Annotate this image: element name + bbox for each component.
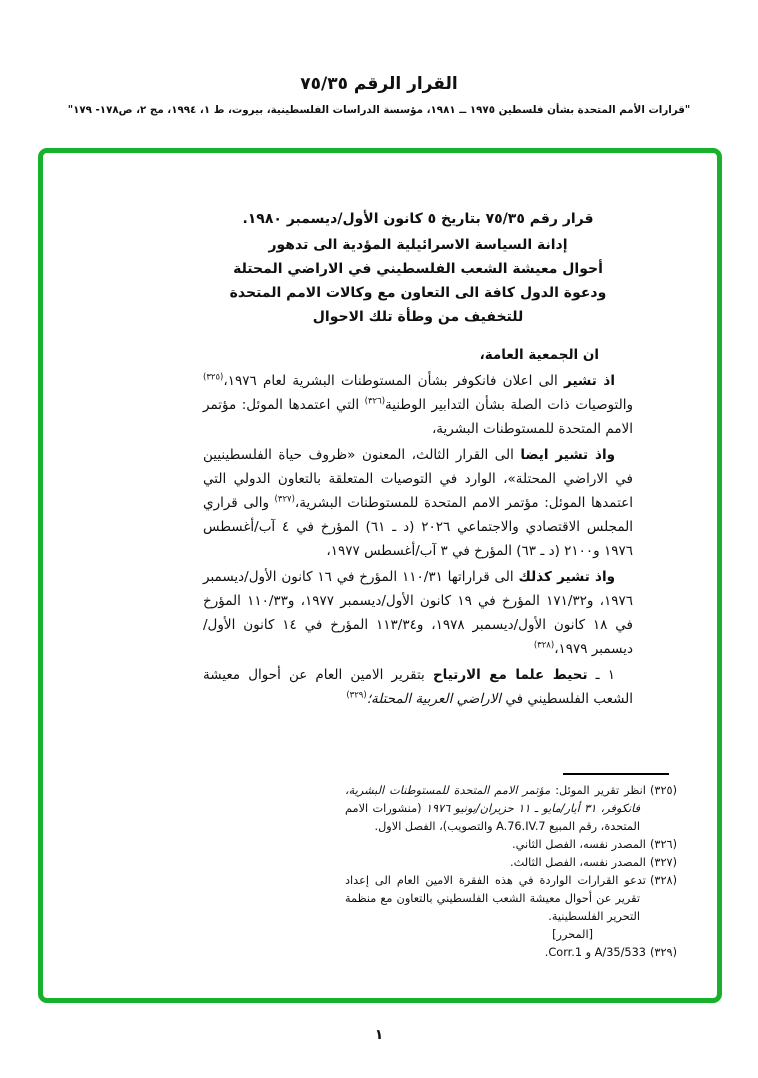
text-segment: بتقرير الامين العام عن أحوال معيشة الشعب الفلسطيني في — [203, 667, 633, 707]
page-number: ١ — [374, 1027, 384, 1043]
body-paragraph — [203, 565, 633, 661]
text-segment: A/35/533 و Corr.1. — [544, 946, 646, 959]
resolution-title-line: للتخفيف من وطأة تلك الاحوال — [312, 309, 524, 325]
resolution-frame — [38, 148, 722, 1003]
footnote-number: (٣٢٦) — [649, 838, 677, 851]
footnote-item — [345, 782, 677, 836]
footnote-item — [345, 854, 677, 872]
page-title: القرار الرقم ٧٥/٣٥ — [300, 74, 458, 94]
text-segment: (منشورات الامم المتحدة، رقم المبيع A.76.IV.7 والتصويب)، الفصل الاول. — [345, 802, 640, 833]
text-segment: الى قراراتها ١١٠/٣١ المؤرخ في ١٦ كانون الأول/ديسمبر ١٩٧٦، و١٧١/٣٢ المؤرخ في ١٩ كانون الأول/ديسمبر ١٩٧٧، و١١٠/٣٣ المؤرخ في ١٨ كانون الأول/ديسمبر ١٩٧٨، و١١٣/٣٤ المؤرخ في ١٤ كانون الأول/ديسمبر ١٩٧٩، — [203, 569, 634, 657]
footnote-item — [345, 836, 677, 854]
text-segment: انظر تقرير الموئل: — [550, 784, 646, 797]
text-segment: التي اعتمدها الموئل: مؤتمر الامم المتحدة للمستوطنات البشرية، — [203, 397, 633, 437]
text-segment: (٣٢٩) — [346, 690, 367, 701]
text-segment: تدعو القرارات الواردة في هذه الفقرة الامين العام الى إعداد تقرير عن أحوال معيشة الشعب الفلسطيني بالتعاون مع منظمة التحرير الفلسطينية. — [345, 874, 646, 923]
text-segment: واذ تشير كذلك — [518, 569, 615, 585]
body-paragraph — [203, 443, 633, 563]
text-segment: تحيط علما مع الارتياح — [432, 667, 588, 683]
text-segment: (٣٢٥) — [203, 372, 224, 383]
footnote-number: (٣٢٨) — [649, 874, 677, 887]
paragraphs — [203, 369, 633, 711]
text-segment: الى اعلان فانكوفر بشأن المستوطنات البشرية لعام ١٩٧٦، — [223, 373, 565, 389]
text-segment: (٣٢٦) — [364, 396, 386, 407]
masthead — [0, 74, 758, 116]
resolution-title — [203, 233, 633, 329]
source-citation: "قرارات الأمم المتحدة بشأن فلسطين ١٩٧٥ ــ ١٩٨١، مؤسسة الدراسات الفلسطينية، بيروت، ط ١، ١٩٩٤، مج ٢، ص١٧٨- ١٧٩" — [67, 104, 691, 116]
text-segment: المصدر نفسه، الفصل الثالث. — [510, 856, 646, 869]
resolution-body — [203, 207, 633, 711]
text-segment: الاراضي العربية المحتلة؛ — [366, 691, 502, 707]
preamble-opening: ان الجمعية العامة، — [479, 347, 599, 363]
text-segment: الى القرار الثالث، المعنون «ظروف حياة الفلسطينيين في الاراضي المحتلة»، الوارد في التوصيات المتعلقة بالتعاون الدولي التي اعتمدها الموئل: مؤتمر الامم المتحدة للمستوطنات البشرية، — [203, 447, 633, 511]
text-segment: مؤتمر الامم المتحدة للمستوطنات البشرية، فانكوفر، ٣١ أيار/مايو ـ ١١ حزيران/يونيو ١٩٧٦ — [345, 784, 641, 815]
resolution-title-line: أحوال معيشة الشعب الفلسطيني في الاراضي المحتلة — [233, 261, 603, 277]
footnote-separator — [563, 773, 669, 775]
text-segment: والى قراري المجلس الاقتصادي والاجتماعي ٢٠٢٦ (د ـ ٦١) المؤرخ في ٤ آب/أغسطس ١٩٧٦ و٢١٠٠ (د ـ ٦٣) المؤرخ في ٣ آب/أغسطس ١٩٧٧، — [203, 495, 633, 559]
footnote-number: (٣٢٥) — [649, 784, 677, 797]
footnote-list — [345, 782, 677, 962]
footnotes-block — [345, 773, 677, 962]
resolution-heading: قرار رقم ٧٥/٣٥ بتاريخ ٥ كانون الأول/ديسمبر ١٩٨٠. — [242, 211, 594, 227]
text-segment: (٣٢٧) — [274, 494, 295, 505]
body-paragraph — [203, 663, 633, 711]
footnote-item — [345, 872, 677, 944]
resolution-title-line: ودعوة الدول كافة الى التعاون مع وكالات الامم المتحدة — [229, 285, 607, 301]
text-segment: اذ تشير — [564, 373, 615, 389]
resolution-title-line: إدانة السياسة الاسرائيلية المؤدية الى تدهور — [268, 237, 568, 253]
footnote-item — [345, 944, 677, 962]
footnote-editor-mark: [المحرر] — [552, 928, 593, 941]
footnote-number: (٣٢٩) — [649, 946, 677, 959]
text-segment: والتوصيات ذات الصلة بشأن التدابير الوطنية — [385, 397, 633, 413]
body-paragraph — [203, 369, 633, 441]
text-segment: (٣٢٨) — [533, 640, 555, 651]
footnote-number: (٣٢٧) — [649, 856, 677, 869]
text-segment: واذ تشير ايضا — [520, 447, 615, 463]
text-segment: المصدر نفسه، الفصل الثاني. — [512, 838, 646, 851]
text-segment: ١ ـ — [587, 667, 615, 683]
